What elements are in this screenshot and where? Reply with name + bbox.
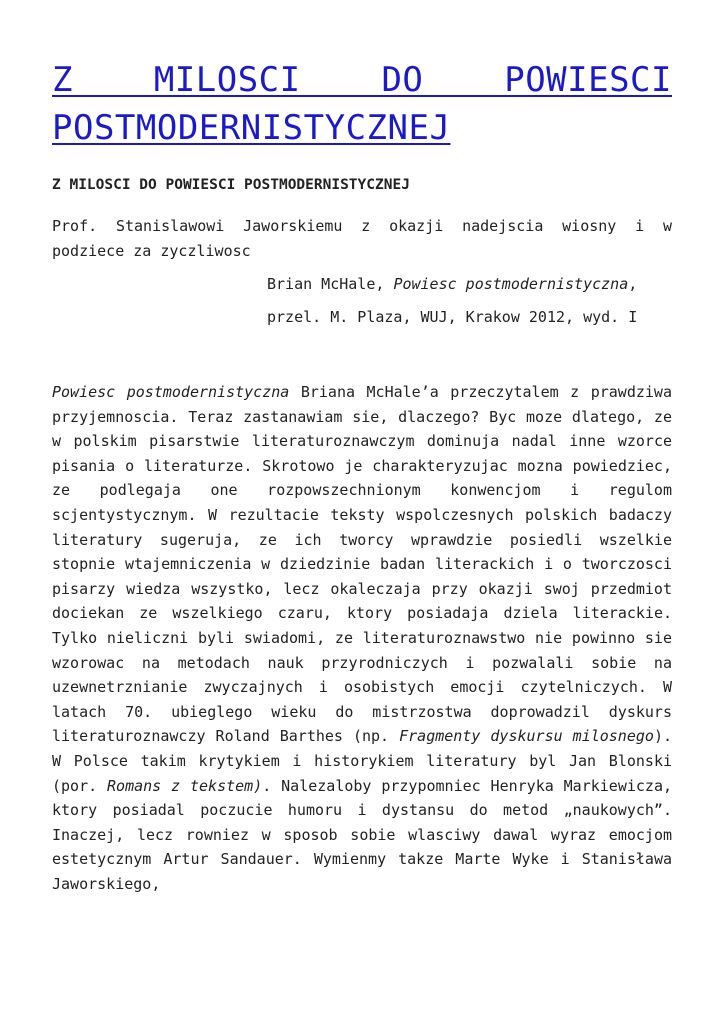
page-title [52,0,672,152]
citation-comma: , [628,275,638,293]
subtitle: Z MILOSCI DO POWIESCI POSTMODERNISTYCZNEJ [52,177,410,193]
body-italic-romans: Romans z tekstem) [107,776,263,795]
body-paragraph [52,380,672,896]
citation-author: Brian McHale, [267,275,394,293]
dedication: Prof. Stanislawowi Jaworskiemu z okazji nadejscia wiosny i w podziece za zyczliwosc [52,217,672,260]
body-italic-fragmenty: Fragmenty dyskursu milosnego [399,727,654,746]
body-text-2: ). W Polsce takim krytykiem i historykiem literatury byl Jan Blonski (por. [52,727,672,795]
body-text-3: . Nalezaloby przypomniec Henryka Markiewicza, ktory posiadal poczucie humoru i dystansu do metod „naukowych”. Inaczej, lecz rowniez w sposob sobie wlasciwy dawal wyraz emocjom estetycznym Artur Sandauer. Wymienmy takze Marte Wyke i Stanisława Jaworskiego, [52,776,673,893]
body-text-1: Briana McHale’a przeczytalem z prawdziwa przyjemnoscia. Teraz zastanawiam sie, dlaczego? Byc moze dlatego, ze w polskim pisarstwie literaturoznawczym dominuja nadal inne wzorce pisania o literaturze. Skrotowo je charakteryzujac mozna powiedziec, ze podlegaja one rozpowszechnionym konwencjom i regulom scjentystycznym. W rezultacie teksty wspolczesnych polskich badaczy literatury sugeruja, ze ich tworcy wprawdzie posiedli wszelkie stopnie wtajemniczenia w dziedzinie badan literackich i o tworczosci pisarzy wiedza wszystko, lecz okaleczaja przy okazji swoj przedmiot dociekan ze wszelkiego czaru, ktory posiadaja dziela literackie. Tylko nieliczni byli swiadomi, ze literaturoznawstwo nie powinno sie wzorowac na metodach nauk przyrodniczych i pozwalali sobie na uzewnetrznianie zwyczajnych i osobistych emocji czytelniczych. W latach 70. ubieglego wieku do mistrzostwa doprowadzil dyskurs literaturoznawczy Roland Barthes (np. [52,383,672,746]
title-link[interactable]: Z MILOSCI DO POWIESCI POSTMODERNISTYCZNEJ [52,60,672,148]
body-italic-title: Powiesc postmodernistyczna [52,383,290,401]
citation-book: Powiesc postmodernistyczna [393,275,629,293]
citation-details: przel. M. Plaza, WUJ, Krakow 2012, wyd. I [267,308,638,326]
citation-line [267,272,672,297]
